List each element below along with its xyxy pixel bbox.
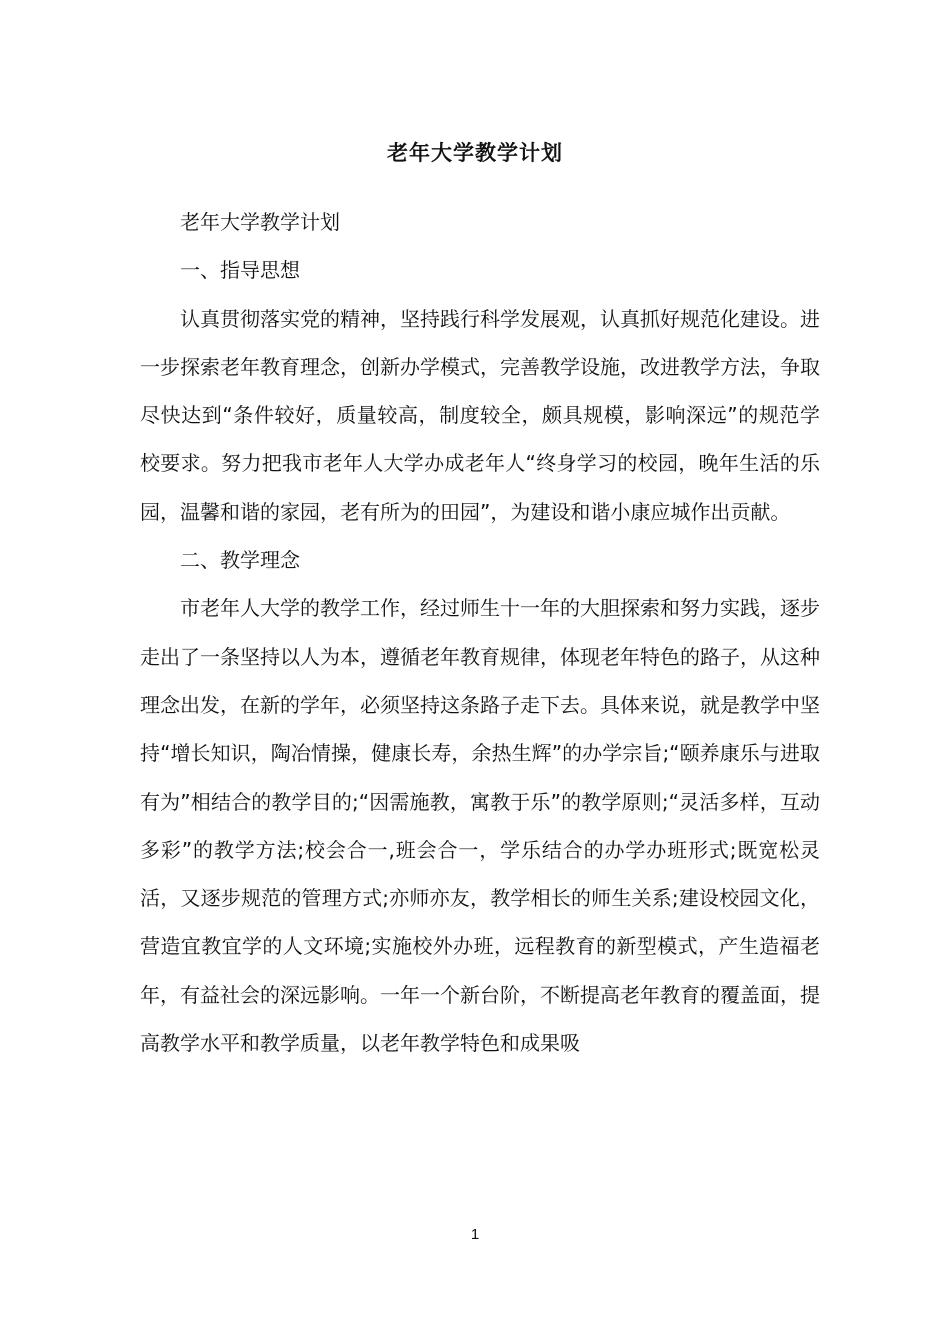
document-title: 老年大学教学计划 [387,141,563,165]
page-number: 1 [470,1226,480,1243]
document-body [140,198,820,1067]
paragraph-guiding-ideology: 认真贯彻落实党的精神，坚持践行科学发展观，认真抓好规范化建设。进一步探索老年教育理念，创新办学模式，完善教学设施，改进教学方法，争取尽快达到“条件较好，质量较高，制度较全，颇具规模，影响深远”的规范学校要求。努力把我市老年人大学办成老年人“终身学习的校园，晚年生活的乐园，温馨和谐的家园，老有所为的田园”，为建设和谐小康应城作出贡献。 [140,306,820,524]
section-heading-guiding-ideology: 一、指导思想 [180,258,300,283]
section-heading-teaching-philosophy: 二、教学理念 [180,548,300,573]
paragraph-teaching-philosophy: 市老年人大学的教学工作，经过师生十一年的大胆探索和努力实践，逐步走出了一条坚持以人为本，遵循老年教育规律，体现老年特色的路子，从这种理念出发，在新的学年，必须坚持这条路子走下去。具体来说，就是教学中坚持“增长知识，陶冶情操，健康长寿，余热生辉”的办学宗旨;“颐养康乐与进取有为”相结合的教学目的;“因需施教，寓教于乐”的教学原则;“灵活多样，互动多彩”的教学方法;校会合一,班会合一，学乐结合的办学办班形式;既宽松灵活，又逐步规范的管理方式;亦师亦友，教学相长的师生关系;建设校园文化，营造宜教宜学的人文环境;实施校外办班，远程教育的新型模式，产生造福老年，有益社会的深远影响。一年一个新台阶，不断提高老年教育的覆盖面，提高教学水平和教学质量，以老年教学特色和成果吸 [140,596,820,1056]
paragraph-subtitle: 老年大学教学计划 [180,210,340,234]
